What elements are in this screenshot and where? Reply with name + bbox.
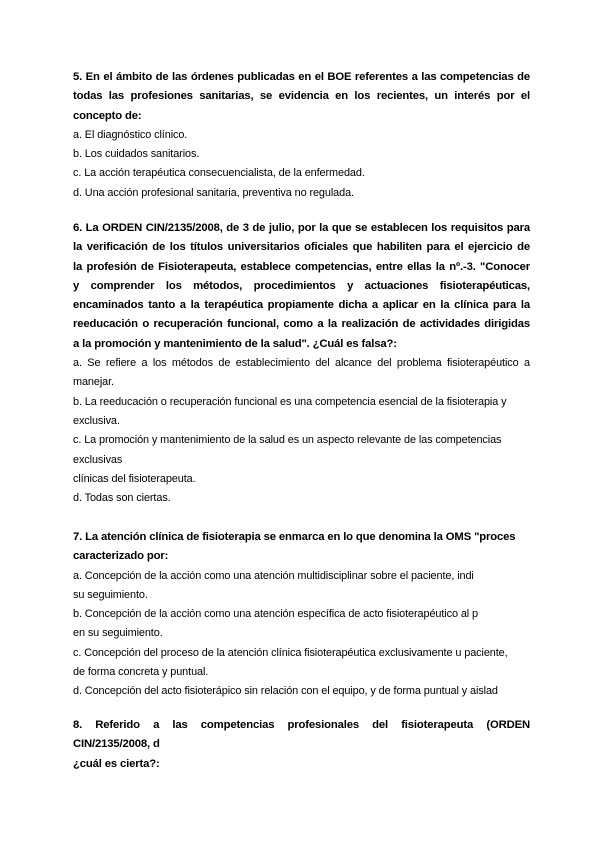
option-line: b. Concepción de la acción como una atención específica de acto fisioterapéutico al p bbox=[73, 608, 478, 621]
stem-line: ¿cuál es cierta?: bbox=[73, 757, 160, 770]
option-line: a. Se refiere a los métodos de establecimiento del alcance del problema fisioterapéutico a bbox=[73, 357, 530, 370]
option-line: manejar. bbox=[73, 376, 114, 389]
option-line: c. Concepción del proceso de la atención clínica fisioterapéutica exclusivamente u paciente, bbox=[73, 646, 508, 659]
option-c bbox=[73, 644, 530, 683]
stem-line: encaminados tanto a la terapéutica propiamente dicha a aplicar en la clínica para la bbox=[73, 299, 530, 312]
option-line: clínicas del fisioterapeuta. bbox=[73, 472, 196, 485]
question-stem bbox=[73, 68, 530, 126]
option-line: b. Los cuidados sanitarios. bbox=[73, 148, 200, 161]
stem-line: 5. En el ámbito de las órdenes publicadas en el BOE referentes a las competencias de bbox=[73, 71, 530, 83]
option-line: c. La acción terapéutica consecuencialista, de la enfermedad. bbox=[73, 167, 365, 180]
question-6 bbox=[73, 219, 530, 508]
stem-line: concepto de: bbox=[73, 109, 142, 122]
option-d bbox=[73, 489, 530, 508]
option-a bbox=[73, 354, 530, 393]
stem-line: la profesión de Fisioterapeuta, establece competencias, entre ellas la nº.-3. "Conocer bbox=[73, 260, 530, 273]
option-a bbox=[73, 567, 530, 606]
question-stem bbox=[73, 716, 530, 774]
option-c bbox=[73, 431, 530, 489]
option-line: d. Todas son ciertas. bbox=[73, 492, 171, 505]
option-b bbox=[73, 393, 530, 432]
option-line: de forma concreta y puntual. bbox=[73, 666, 209, 679]
question-5 bbox=[73, 68, 530, 203]
option-line: en su seguimiento. bbox=[73, 627, 163, 640]
options-list bbox=[73, 567, 530, 702]
option-line: a. Concepción de la acción como una atención multidisciplinar sobre el paciente, indi bbox=[73, 569, 474, 582]
question-7 bbox=[73, 528, 530, 702]
stem-line: reeducación o recuperación funcional, como a la realización de actividades dirigidas bbox=[73, 318, 530, 331]
stem-line: la verificación de los títulos universitarios oficiales que habiliten para el ejercicio de bbox=[73, 241, 530, 254]
stem-line: y comprender los métodos, procedimientos y actuaciones fisioterapéuticas, bbox=[73, 279, 530, 292]
question-stem bbox=[73, 219, 530, 354]
option-d bbox=[73, 184, 530, 203]
option-b bbox=[73, 145, 530, 164]
option-line: c. La promoción y mantenimiento de la salud es un aspecto relevante de las competencias bbox=[73, 434, 502, 447]
options-list bbox=[73, 126, 530, 203]
option-c bbox=[73, 164, 530, 183]
stem-line: 7. La atención clínica de fisioterapia se enmarca en lo que denomina la OMS "proces bbox=[73, 531, 516, 543]
option-line: b. La reeducación o recuperación funcional es una competencia esencial de la fisioterapia y bbox=[73, 395, 507, 408]
option-line: d. Concepción del acto fisioterápico sin relación con el equipo, y de forma puntual y aislad bbox=[73, 685, 498, 698]
stem-line: todas las profesiones sanitarias, se evidencia en los recientes, un interés por el bbox=[73, 90, 530, 103]
option-line: a. El diagnóstico clínico. bbox=[73, 128, 188, 141]
option-b bbox=[73, 605, 530, 644]
question-stem bbox=[73, 528, 530, 567]
options-list bbox=[73, 354, 530, 508]
option-line: d. Una acción profesional sanitaria, preventiva no regulada. bbox=[73, 186, 354, 199]
stem-line: CIN/2135/2008, d bbox=[73, 738, 160, 751]
question-8 bbox=[73, 716, 530, 774]
stem-line: 8. Referido a las competencias profesionales del fisioterapeuta (ORDEN bbox=[73, 719, 530, 731]
stem-line: caracterizado por: bbox=[73, 550, 169, 563]
stem-line: 6. La ORDEN CIN/2135/2008, de 3 de julio, por la que se establecen los requisitos para bbox=[73, 222, 530, 234]
option-d bbox=[73, 682, 530, 701]
stem-line: a la promoción y mantenimiento de la salud". ¿Cuál es falsa?: bbox=[73, 337, 397, 350]
option-line: exclusivas bbox=[73, 453, 123, 466]
option-a bbox=[73, 126, 530, 145]
option-line: su seguimiento. bbox=[73, 588, 148, 601]
option-line: exclusiva. bbox=[73, 414, 120, 427]
